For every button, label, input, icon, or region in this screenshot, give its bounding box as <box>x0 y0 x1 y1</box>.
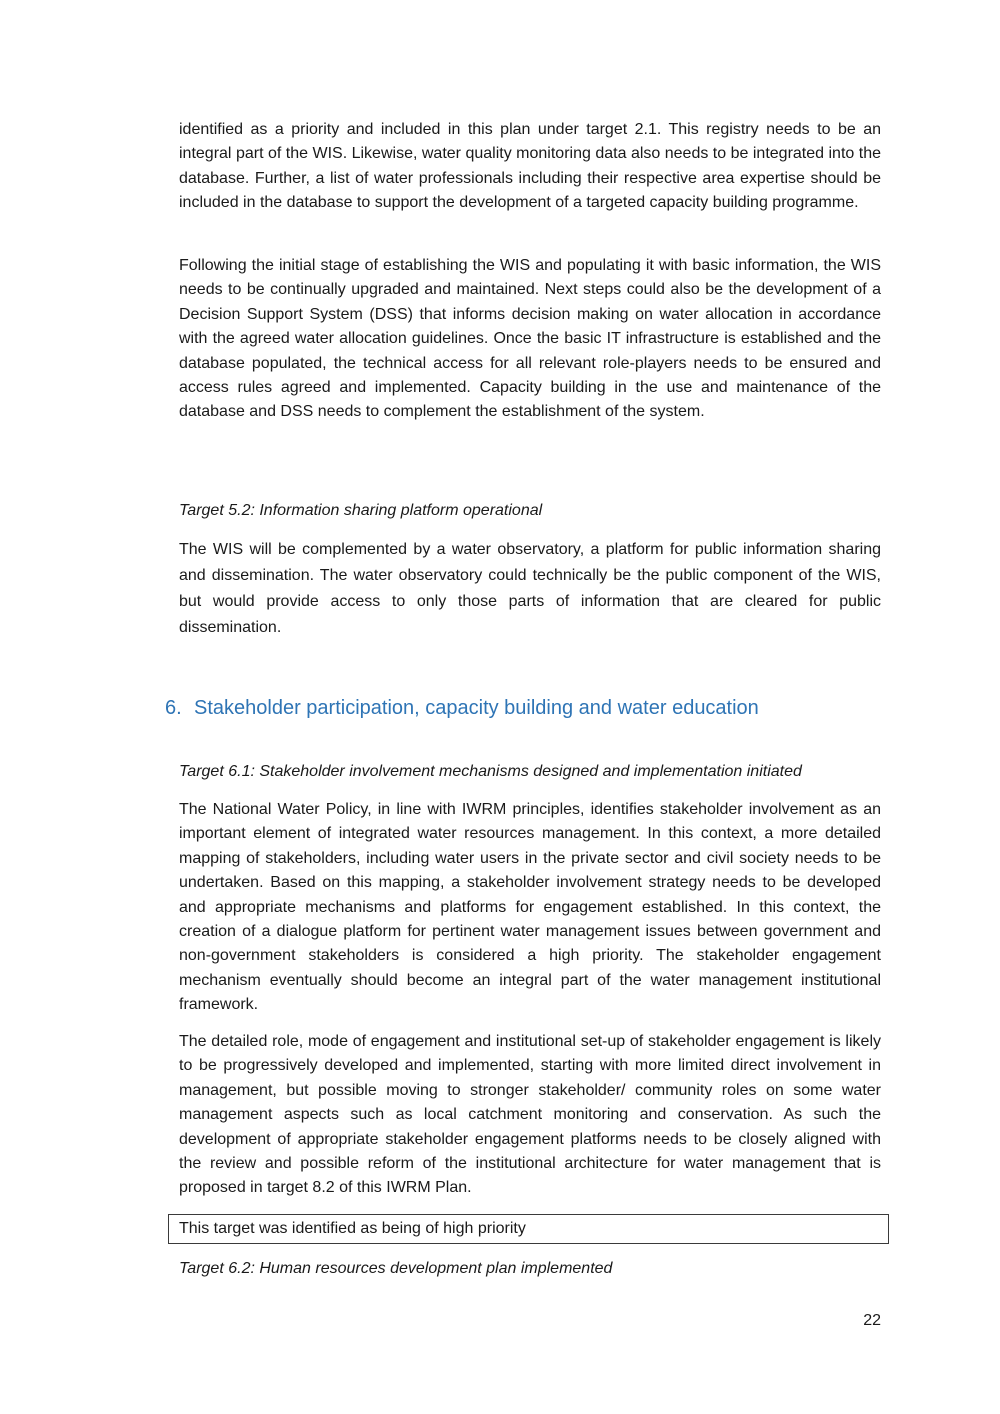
paragraph-stakeholder-engagement: The detailed role, mode of engagement and institutional set-up of stakeholder engagement is likely to be progressively developed and implemented, starting with more limited direct involvement in management, but possible moving to stronger stakeholder/ community roles on some water management aspects such as local catchment monitoring and conservation. As such the development of appropriate stakeholder engagement platforms needs to be closely aligned with the review and possible reform of the institutional architecture for water management that is proposed in target 8.2 of this IWRM Plan. <box>179 1033 881 1197</box>
target-6-1-heading: Target 6.1: Stakeholder involvement mechanisms designed and implementation initiated <box>179 763 802 780</box>
paragraph-wis-upgrade: Following the initial stage of establishing the WIS and populating it with basic information, the WIS needs to be continually upgraded and maintained. Next steps could also be the development of a Decision Support System (DSS) that informs decision making on water allocation in accordance with the agreed water allocation guidelines. Once the basic IT infrastructure is established and the database populated, the technical access for all relevant role-players needs to be ensured and access rules agreed and implemented. Capacity building in the use and maintenance of the database and DSS needs to complement the establishment of the system. <box>179 257 881 421</box>
target-5-2-heading: Target 5.2: Information sharing platform operational <box>179 502 543 519</box>
high-priority-note-box: This target was identified as being of high priority <box>168 1214 889 1244</box>
paragraph-water-observatory: The WIS will be complemented by a water observatory, a platform for public information sharing and dissemination. The water observatory could technically be the public component of the WIS, but would provide access to only those parts of information that are cleared for public dissemination. <box>179 541 881 636</box>
section-title: Stakeholder participation, capacity building and water education <box>194 697 759 719</box>
paragraph-national-water-policy: The National Water Policy, in line with IWRM principles, identifies stakeholder involvement as an important element of integrated water resources management. In this context, a more detailed mapping of stakeholders, including water users in the private sector and civil society needs to be undertaken. Based on this mapping, a stakeholder involvement strategy needs to be developed and appropriate mechanisms and platforms for engagement established. In this context, the creation of a dialogue platform for pertinent water management issues between government and non-government stakeholders is considered a high priority. The stakeholder engagement mechanism eventually should become an integral part of the water management institutional framework. <box>179 801 881 1014</box>
paragraph-wis-registry: identified as a priority and included in this plan under target 2.1. This registry needs to be an integral part of the WIS. Likewise, water quality monitoring data also needs to be integrated into the database. Further, a list of water professionals including their respective area expertise should be included in the database to support the development of a targeted capacity building programme. <box>179 121 881 212</box>
target-6-2-heading: Target 6.2: Human resources development plan implemented <box>179 1260 613 1277</box>
section-number: 6. <box>165 697 182 719</box>
section-6-heading <box>165 694 885 722</box>
page-number: 22 <box>863 1312 881 1329</box>
